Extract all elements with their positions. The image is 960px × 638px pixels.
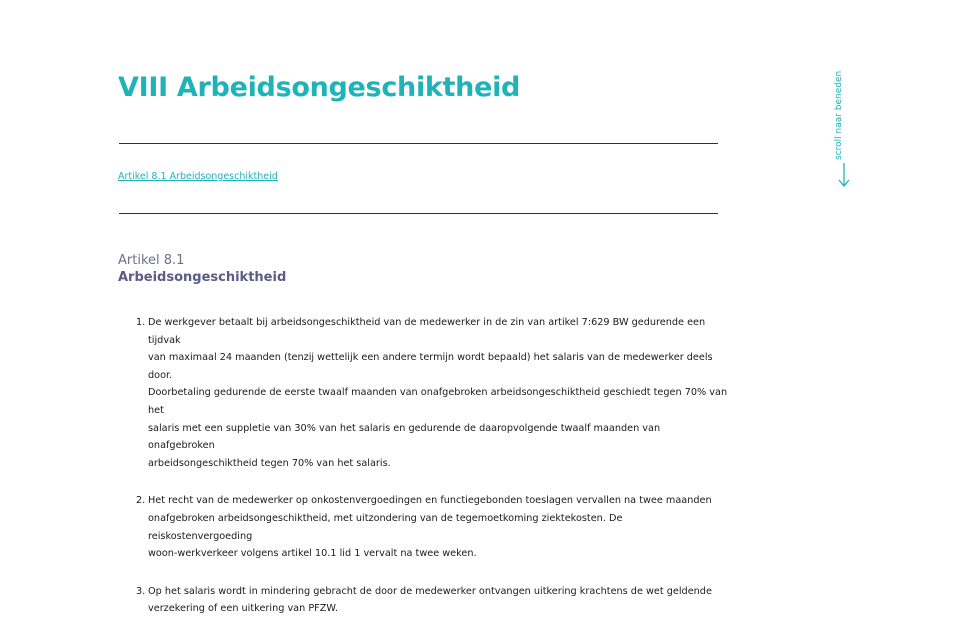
- list-item-line: Doorbetaling gedurende de eerste twaalf maanden van onafgebroken arbeidsongeschiktheid geschiedt tegen 70% van het: [148, 387, 728, 416]
- list-item-line: Op het salaris wordt in mindering gebracht de door de medewerker ontvangen uitkering krachtens de wet geldende: [148, 585, 712, 597]
- page-title: VIII Arbeidsongeschiktheid: [118, 72, 521, 103]
- divider-bottom: [119, 213, 718, 214]
- list-item: [136, 314, 728, 472]
- scroll-down-hint[interactable]: [834, 70, 854, 189]
- arrow-down-icon: [837, 162, 851, 188]
- list-item-line: arbeidsongeschiktheid tegen 70% van het salaris.: [148, 457, 391, 469]
- scroll-down-label: scroll naar beneden: [834, 70, 844, 160]
- list-item-line: Het recht van de medewerker op onkostenvergoedingen en functiegebonden toeslagen vervallen na twee maanden: [148, 495, 712, 507]
- list-item: [136, 492, 728, 562]
- article-number: Artikel 8.1: [118, 253, 185, 268]
- divider-top: [119, 143, 718, 144]
- list-item-line: onafgebroken arbeidsongeschiktheid, met uitzondering van de tegemoetkoming ziektekosten. De reiskostenvergoeding: [148, 512, 623, 542]
- article-title: Arbeidsongeschiktheid: [118, 270, 287, 285]
- list-item: [136, 583, 728, 618]
- list-item-line: salaris met een suppletie van 30% van het salaris en gedurende de daaropvolgende twaalf maanden van onafgebroken: [148, 422, 661, 452]
- list-item-marker: 2.: [136, 495, 146, 507]
- list-item-marker: 3.: [136, 585, 146, 597]
- toc-link-artikel-8-1[interactable]: Artikel 8.1 Arbeidsongeschiktheid: [118, 171, 278, 182]
- list-item-line: woon-werkverkeer volgens artikel 10.1 lid 1 vervalt na twee weken.: [148, 548, 477, 560]
- list-item-line: van maximaal 24 maanden (tenzij wettelijk een andere termijn wordt bepaald) het salaris van de medewerker deels door.: [148, 352, 713, 381]
- list-item-marker: 1.: [136, 317, 146, 328]
- list-item-line: De werkgever betaalt bij arbeidsongeschiktheid van de medewerker in de zin van artikel 7:629 BW gedurende een tijdvak: [148, 317, 706, 346]
- article-items-list: [136, 314, 728, 638]
- list-item-line: verzekering of een uitkering van PFZW.: [148, 603, 338, 615]
